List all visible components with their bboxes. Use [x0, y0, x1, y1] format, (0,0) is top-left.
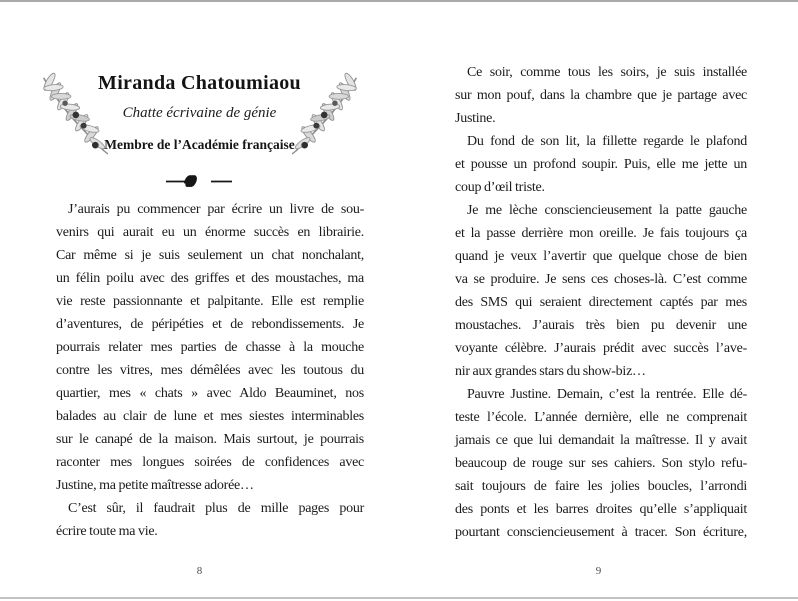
text-line: Car même si je suis seulement un chat nonchalant,: [56, 248, 364, 263]
text-line: beaucoup de rouge sur ses cahiers. Son stylo refu-: [455, 456, 747, 471]
bottom-border: [0, 597, 798, 599]
author-subtitle: Chatte écrivaine de génie: [122, 105, 277, 121]
author-affiliation: Membre de l’Académie française: [104, 137, 295, 152]
text-line: et pousse un profond soupir. Puis, elle me jette un: [455, 157, 747, 172]
text-line: jamais ce que lui demandait la maîtresse. Il y avait: [455, 433, 747, 448]
text-line: contre les vitres, mes démêlées avec les toutous du: [56, 363, 364, 378]
text-line: C’est sûr, il faudrait plus de mille pages pour: [68, 501, 364, 516]
text-line: un félin poilu avec des griffes et des moustaches, ma: [56, 271, 364, 286]
text-line: des SMS qui seraient directement captés par mes: [455, 295, 747, 310]
page-left-text: [56, 198, 364, 543]
text-line: vie reste passionnante et palpitante. Elle est remplie: [56, 294, 364, 309]
paragraph: [455, 130, 747, 199]
text-line: d’aventures, de péripéties et de rebondissements. Je: [56, 317, 364, 332]
page-right-text: [455, 61, 747, 544]
text-line: sur le canapé de la maison. Mais surtout, je pourrais: [56, 432, 364, 447]
text-line: teste l’école. L’année dernière, elle ne comprenait: [455, 410, 747, 425]
text-line: moustaches. J’aurais très bien pu devenir une: [455, 318, 747, 333]
text-line: raconter mes longues soirées de confidences avec: [56, 455, 364, 470]
text-line: Ce soir, comme tous les soirs, je suis installée: [467, 65, 747, 80]
paragraph: [455, 199, 747, 383]
text-line: Justine, ma petite maîtresse adorée…: [56, 478, 254, 493]
text-line: des ponts et les barres droites qu’elle s’appliquait: [455, 502, 747, 517]
text-line: va se produire. Je sens ces choses-là. C’est comme: [455, 272, 747, 287]
text-line: quartier, mes « chats » avec Aldo Beauminet, nos: [56, 386, 364, 401]
text-line: balades au clair de lune et mes siestes interminables: [56, 409, 364, 424]
text-line: pourtant consciencieusement à tracer. Son écriture,: [455, 525, 747, 540]
text-line: venirs qui aurait eu un énorme succès en librairie.: [56, 225, 364, 240]
page-right: [399, 0, 798, 601]
author-name-title: Miranda Chatoumiaou: [98, 72, 301, 94]
text-line: Du fond de son lit, la fillette regarde le plafond: [467, 134, 747, 149]
text-line: Pauvre Justine. Demain, c’est la rentrée. Elle dé-: [467, 387, 747, 402]
text-line: écrire toute ma vie.: [56, 524, 158, 539]
text-line: et la passe derrière mon oreille. Je fais toujours ça: [455, 226, 747, 241]
paragraph: [455, 61, 747, 130]
paragraph: [56, 497, 364, 543]
text-line: coup d’œil triste.: [455, 180, 545, 195]
page-number-left: 8: [196, 565, 203, 577]
text-line: quand je veux l’avertir que quelque chose de bien: [455, 249, 747, 264]
text-line: voyante célèbre. J’aurais prédit avec succès l’ave-: [455, 341, 747, 356]
rope-knot-divider-icon: [164, 172, 234, 190]
text-line: nir aux grandes stars du show-biz…: [455, 364, 646, 379]
text-line: sait toujours de faire les jolies boucles, l’arrondi: [455, 479, 747, 494]
text-line: J’aurais pu commencer par écrire un livre de sou-: [68, 202, 364, 217]
page-number-right: 9: [595, 565, 602, 577]
text-line: sur mon pouf, dans la chambre que je partage avec: [455, 88, 747, 103]
text-line: pourrais relater mes parties de chasse à la mouche: [56, 340, 364, 355]
paragraph: [455, 383, 747, 544]
paragraph: [56, 198, 364, 497]
text-line: Je me lèche consciencieusement la patte gauche: [467, 203, 747, 218]
text-line: Justine.: [455, 111, 496, 126]
